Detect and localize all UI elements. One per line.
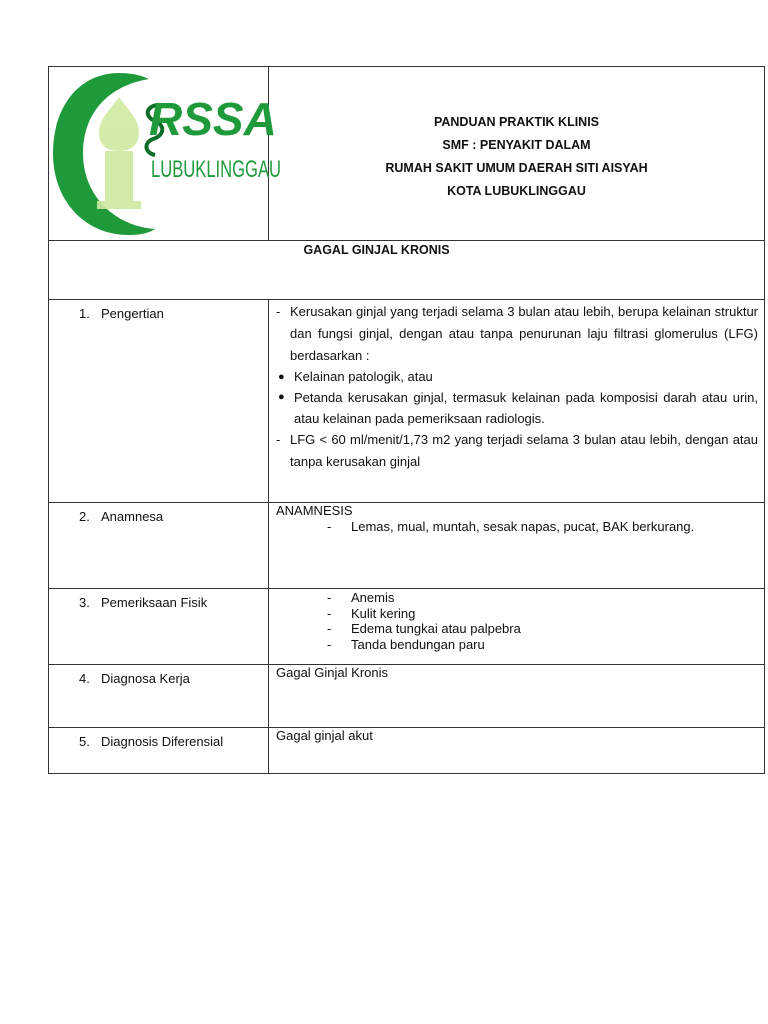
- clinical-guideline-document: [48, 66, 764, 774]
- section-label: Pengertian: [101, 306, 164, 321]
- section-content-cell: [269, 300, 765, 503]
- header-line-2: SMF : PENYAKIT DALAM: [442, 138, 591, 152]
- list-item: - Edema tungkai atau palpebra: [327, 621, 521, 636]
- bullet-item: ● Kelainan patologik, atau: [276, 367, 758, 387]
- section-anamnesa: [49, 503, 765, 589]
- section-content-cell: [269, 665, 765, 728]
- rssa-logo: [49, 67, 281, 235]
- section-number: 2.: [79, 509, 90, 524]
- section-number: 4.: [79, 671, 90, 686]
- logo-city-text: LUBUKLINGGAU: [151, 156, 281, 183]
- section-content-cell: [269, 589, 765, 665]
- logo-cell: [49, 67, 281, 241]
- list-item: - Kulit kering: [327, 605, 416, 621]
- list-item: - Tanda bendungan paru: [327, 636, 485, 652]
- anamnesis-heading: ANAMNESIS: [276, 503, 353, 518]
- section-pemeriksaan-fisik: [49, 589, 765, 665]
- header-cell: [269, 67, 765, 241]
- section-content-cell: [269, 728, 765, 774]
- section-label: Diagnosis Diferensial: [101, 734, 224, 749]
- differential-text: Gagal ginjal akut: [276, 728, 373, 743]
- definition-item: - Kerusakan ginjal yang terjadi selama 3 bulan atau lebih, berupa kelainan struktur dan fungsi ginjal, dengan atau tanpa penurunan laju filtrasi glomerulus (LFG) berdasarkan :: [276, 304, 758, 363]
- definition-item: - LFG < 60 ml/menit/1,73 m2 yang terjadi selama 3 bulan atau lebih, dengan atau tanpa kerusakan ginjal: [276, 432, 758, 469]
- section-label-cell: [49, 300, 269, 503]
- list-item: - Lemas, mual, muntah, sesak napas, pucat, BAK berkurang.: [327, 519, 695, 534]
- section-diagnosa-kerja: [49, 665, 765, 728]
- bullet-icon: ●: [278, 391, 285, 403]
- header-line-4: KOTA LUBUKLINGGAU: [447, 184, 586, 198]
- header-line-3: RUMAH SAKIT UMUM DAERAH SITI AISYAH: [385, 161, 648, 175]
- section-label-cell: [49, 728, 269, 774]
- section-diagnosis-diferensial: [49, 728, 765, 774]
- guideline-table: [48, 66, 765, 774]
- section-label: Anamnesa: [101, 509, 164, 524]
- section-number: 3.: [79, 595, 90, 610]
- crescent-shape: [53, 73, 155, 235]
- logo-brand-text: RSSA: [149, 93, 277, 145]
- header-line-1: PANDUAN PRAKTIK KLINIS: [433, 115, 600, 129]
- section-label-cell: [49, 589, 269, 665]
- section-pengertian: [49, 300, 765, 503]
- bullet-icon: ●: [278, 371, 285, 383]
- section-content-cell: [269, 503, 765, 589]
- section-number: 1.: [79, 306, 90, 321]
- section-label: Pemeriksaan Fisik: [101, 595, 208, 610]
- title-cell: [49, 241, 765, 300]
- bullet-item: ● Petanda kerusakan ginjal, termasuk kelainan pada komposisi darah atau urin, atau kelainan pada pemeriksaan radiologis.: [276, 387, 758, 429]
- section-label-cell: [49, 665, 269, 728]
- diagnosis-text: Gagal Ginjal Kronis: [276, 665, 388, 680]
- mosque-icon: [97, 97, 141, 209]
- header-row: [49, 67, 765, 241]
- section-label-cell: [49, 503, 269, 589]
- section-label: Diagnosa Kerja: [101, 671, 190, 686]
- section-number: 5.: [79, 734, 90, 749]
- document-title: GAGAL GINJAL KRONIS: [303, 243, 450, 257]
- list-item: - Anemis: [327, 590, 395, 605]
- title-row: [49, 241, 765, 300]
